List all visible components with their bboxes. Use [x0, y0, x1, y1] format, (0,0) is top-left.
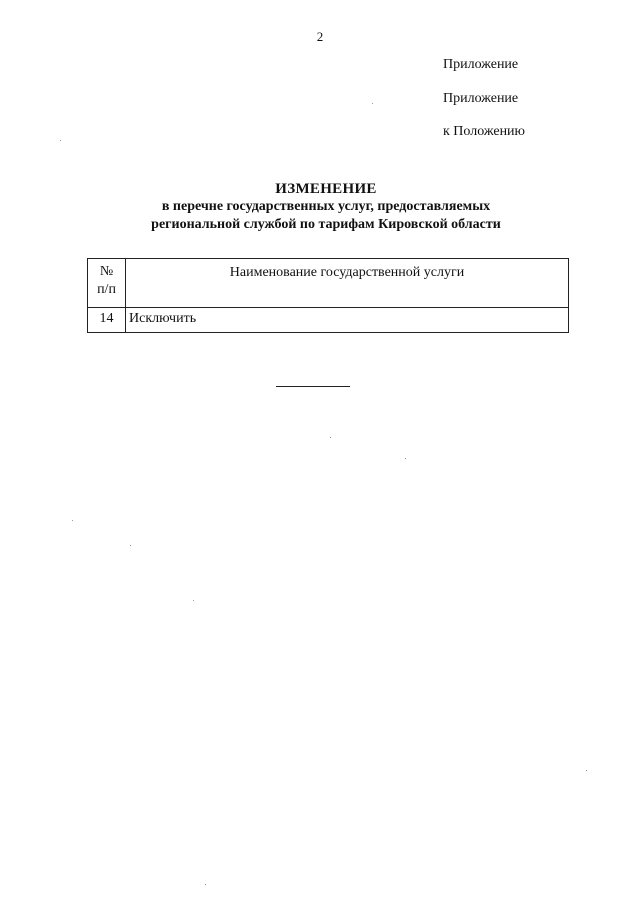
- appendix-reference: к Положению: [443, 124, 526, 139]
- scan-speck: [193, 600, 194, 601]
- header-number-symbol: №: [99, 264, 114, 279]
- appendix-label: Приложение: [443, 57, 519, 72]
- document-subtitle-line-1: в перечне государственных услуг, предоставляемых: [161, 199, 491, 214]
- scan-speck: [130, 545, 131, 546]
- appendix-label-repeat: Приложение: [443, 91, 519, 106]
- document-title: ИЗМЕНЕНИЕ: [275, 181, 377, 197]
- document-title-block: [0, 180, 640, 234]
- scan-speck: [372, 103, 373, 104]
- header-number-abbrev: п/п: [97, 282, 116, 297]
- scan-speck: [405, 458, 406, 459]
- separator-line: [276, 386, 350, 387]
- scan-speck: [330, 437, 331, 438]
- header-service-name-cell: Наименование государственной услуги: [126, 259, 569, 308]
- row-service-name-cell: Исключить: [126, 308, 569, 333]
- table-header-row: [88, 259, 569, 308]
- services-table: [87, 258, 569, 333]
- table-row: [88, 308, 569, 333]
- scan-speck: [60, 140, 61, 141]
- scan-speck: [205, 884, 206, 885]
- scan-speck: [586, 770, 587, 771]
- header-number-cell: [88, 259, 126, 308]
- page-number: 2: [316, 29, 324, 44]
- scan-speck: [72, 520, 73, 521]
- row-number-cell: 14: [88, 308, 126, 333]
- document-subtitle-line-2: региональной службой по тарифам Кировской области: [151, 217, 501, 232]
